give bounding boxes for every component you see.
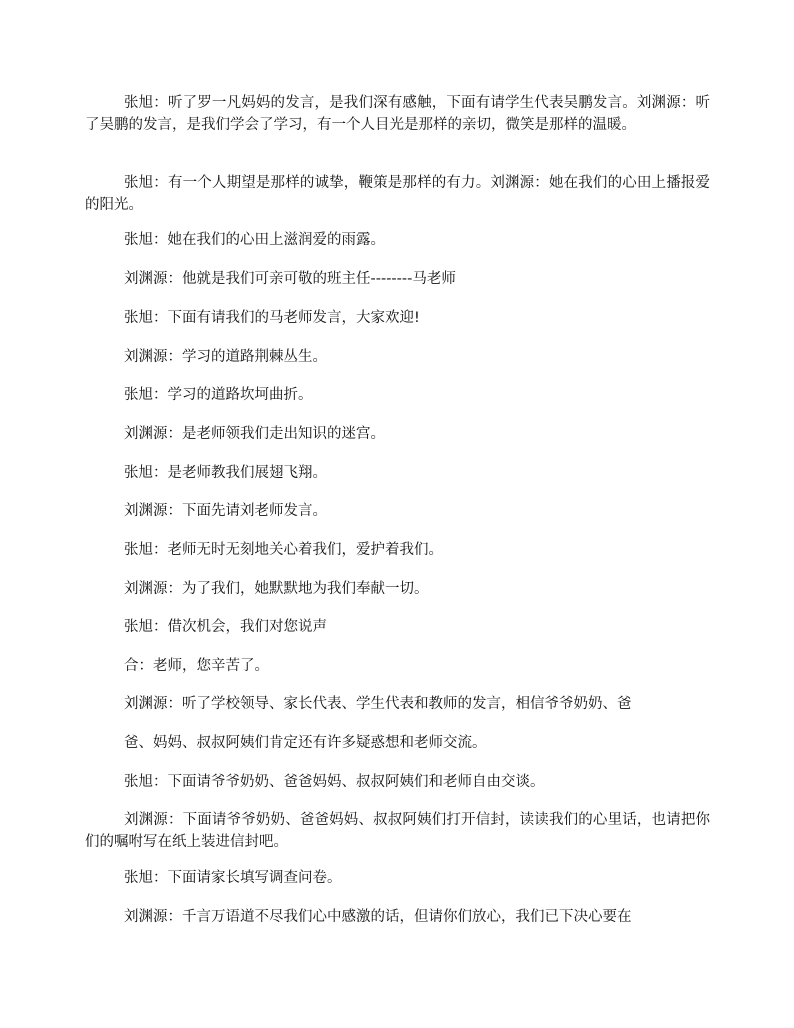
paragraph: 张旭：有一个人期望是那样的诚挚，鞭策是那样的有力。刘渊源：她在我们的心田上播报爱的阳光。 [85, 175, 710, 213]
paragraph: 爸、妈妈、叔叔阿姨们肯定还有许多疑惑想和老师交流。 [124, 735, 487, 751]
paragraph: 刘渊源：为了我们，她默默地为我们奉献一切。 [124, 581, 429, 597]
paragraph: 刘渊源：学习的道路荆棘丛生。 [124, 349, 327, 365]
paragraph: 刘渊源：千言万语道不尽我们心中感激的话，但请你们放心，我们已下决心要在 [124, 909, 632, 925]
paragraph: 张旭：下面请爷爷奶奶、爸爸妈妈、叔叔阿姨们和老师自由交谈。 [124, 774, 545, 790]
paragraph: 张旭：她在我们的心田上滋润爱的雨露。 [124, 232, 385, 248]
paragraph: 刘渊源：下面先请刘老师发言。 [124, 503, 327, 519]
paragraph: 张旭：是老师教我们展翅飞翔。 [124, 465, 327, 481]
paragraph: 刘渊源：是老师领我们走出知识的迷宫。 [124, 426, 385, 442]
paragraph: 刘渊源：下面请爷爷奶奶、爸爸妈妈、叔叔阿姨们打开信封，读读我们的心里话，也请把你们的嘱咐写在纸上装进信封吧。 [85, 812, 710, 850]
paragraph: 刘渊源：他就是我们可亲可敬的班主任--------马老师 [124, 271, 456, 287]
paragraph: 合：老师，您辛苦了。 [124, 658, 269, 674]
paragraph: 张旭：学习的道路坎坷曲折。 [124, 387, 313, 403]
paragraph: 张旭：借次机会，我们对您说声 [124, 619, 327, 635]
paragraph: 张旭：下面请家长填写调查问卷。 [124, 870, 342, 886]
paragraph: 张旭：下面有请我们的马老师发言，大家欢迎! [124, 310, 420, 326]
paragraph: 张旭：听了罗一凡妈妈的发言，是我们深有感触，下面有请学生代表吴鹏发言。刘渊源：听了吴鹏的发言，是我们学会了学习，有一个人目光是那样的亲切，微笑是那样的温暖。 [85, 95, 710, 133]
paragraph: 刘渊源：听了学校领导、家长代表、学生代表和教师的发言，相信爷爷奶奶、爸 [124, 696, 632, 712]
paragraph: 张旭：老师无时无刻地关心着我们，爱护着我们。 [124, 542, 443, 558]
